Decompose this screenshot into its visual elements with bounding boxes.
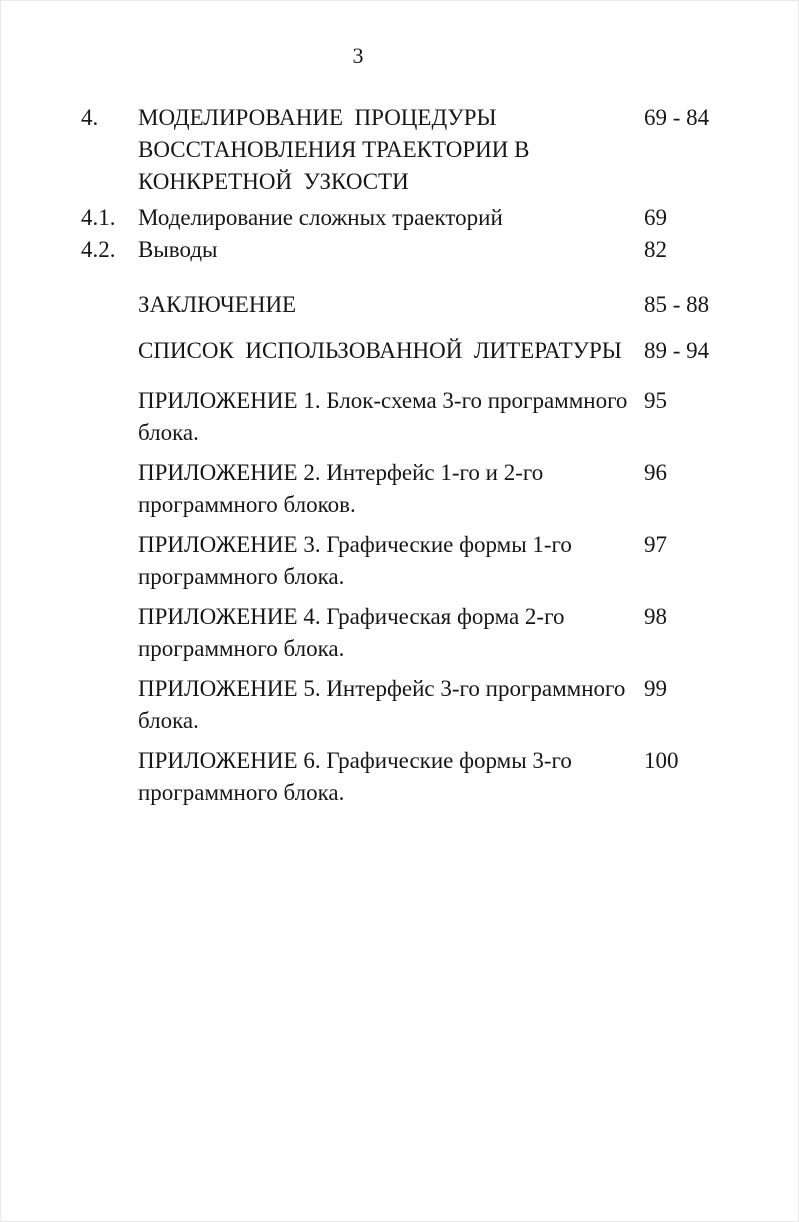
toc-item-title-line: блока.: [138, 420, 199, 445]
toc-item-pages: 100: [644, 748, 679, 773]
toc-item: [81, 457, 726, 521]
toc-item-title-line: СПИСОК ИСПОЛЬЗОВАННОЙ ЛИТЕРАТУРЫ: [138, 338, 622, 363]
toc-item-number: 4.1.: [81, 205, 116, 230]
toc-list: [81, 102, 726, 809]
toc-item-pages: 85 - 88: [644, 292, 710, 317]
toc-item-pages: 69 - 84: [644, 105, 710, 130]
toc-item-pages: 96: [644, 460, 667, 485]
toc-item-pages: 99: [644, 676, 667, 701]
toc-item-title-line: блока.: [138, 708, 199, 733]
toc-item: [81, 335, 726, 367]
toc-item-pages: 69: [644, 205, 667, 230]
toc-item-title-line: МОДЕЛИРОВАНИЕ ПРОЦЕДУРЫ: [138, 105, 497, 130]
toc-item-pages: 98: [644, 604, 667, 629]
toc-item-title: [138, 202, 644, 234]
toc-item-number: 4.2.: [81, 237, 116, 262]
toc-item-title-line: ПРИЛОЖЕНИЕ 4. Графическая форма 2-го: [138, 604, 565, 629]
toc-item-title-line: ЗАКЛЮЧЕНИЕ: [138, 292, 297, 317]
toc-item: [81, 385, 726, 449]
toc-item: [81, 202, 726, 234]
toc-item-pages: 95: [644, 388, 667, 413]
toc-item-title: [138, 529, 644, 593]
toc-item-title-line: программного блока.: [138, 564, 345, 589]
toc-item-pages: 97: [644, 532, 667, 557]
page-number: 3: [352, 43, 364, 68]
toc-item-title-line: программного блока.: [138, 636, 345, 661]
toc-item-title: [138, 457, 644, 521]
toc-item-title-line: ПРИЛОЖЕНИЕ 1. Блок-схема 3-го программного: [138, 388, 628, 413]
toc-item-title: [138, 234, 644, 266]
toc-item-title: [138, 673, 644, 737]
toc-item-title-line: ПРИЛОЖЕНИЕ 5. Интерфейс 3-го программного: [138, 676, 626, 701]
toc-item-pages: 89 - 94: [644, 338, 710, 363]
toc-item-number: 4.: [81, 105, 99, 130]
toc-item-title: [138, 745, 644, 809]
toc-item: [81, 289, 726, 321]
toc-item-title-line: КОНКРЕТНОЙ УЗКОСТИ: [138, 169, 409, 194]
toc-item-title: [138, 385, 644, 449]
toc-item-title-line: ПРИЛОЖЕНИЕ 6. Графические формы 3-го: [138, 748, 572, 773]
toc-item-title-line: программного блока.: [138, 780, 345, 805]
toc-item-pages: 82: [644, 237, 667, 262]
toc-item: [81, 529, 726, 593]
toc-item: [81, 234, 726, 266]
toc-item: [81, 745, 726, 809]
toc-item: [81, 673, 726, 737]
toc-item-title: [138, 601, 644, 665]
toc-item-title-line: программного блоков.: [138, 492, 356, 517]
toc-item-title-line: Выводы: [138, 237, 218, 262]
toc-item-title: [138, 102, 644, 198]
toc-item-title: [138, 289, 644, 321]
toc-item-title-line: ПРИЛОЖЕНИЕ 2. Интерфейс 1-го и 2-го: [138, 460, 544, 485]
toc-item-title: [138, 335, 644, 367]
toc-item: [81, 102, 726, 198]
toc-item-title-line: Моделирование сложных траекторий: [138, 205, 503, 230]
toc-item: [81, 601, 726, 665]
toc-item-title-line: ВОССТАНОВЛЕНИЯ ТРАЕКТОРИИ В: [138, 137, 530, 162]
toc-item-title-line: ПРИЛОЖЕНИЕ 3. Графические формы 1-го: [138, 532, 572, 557]
